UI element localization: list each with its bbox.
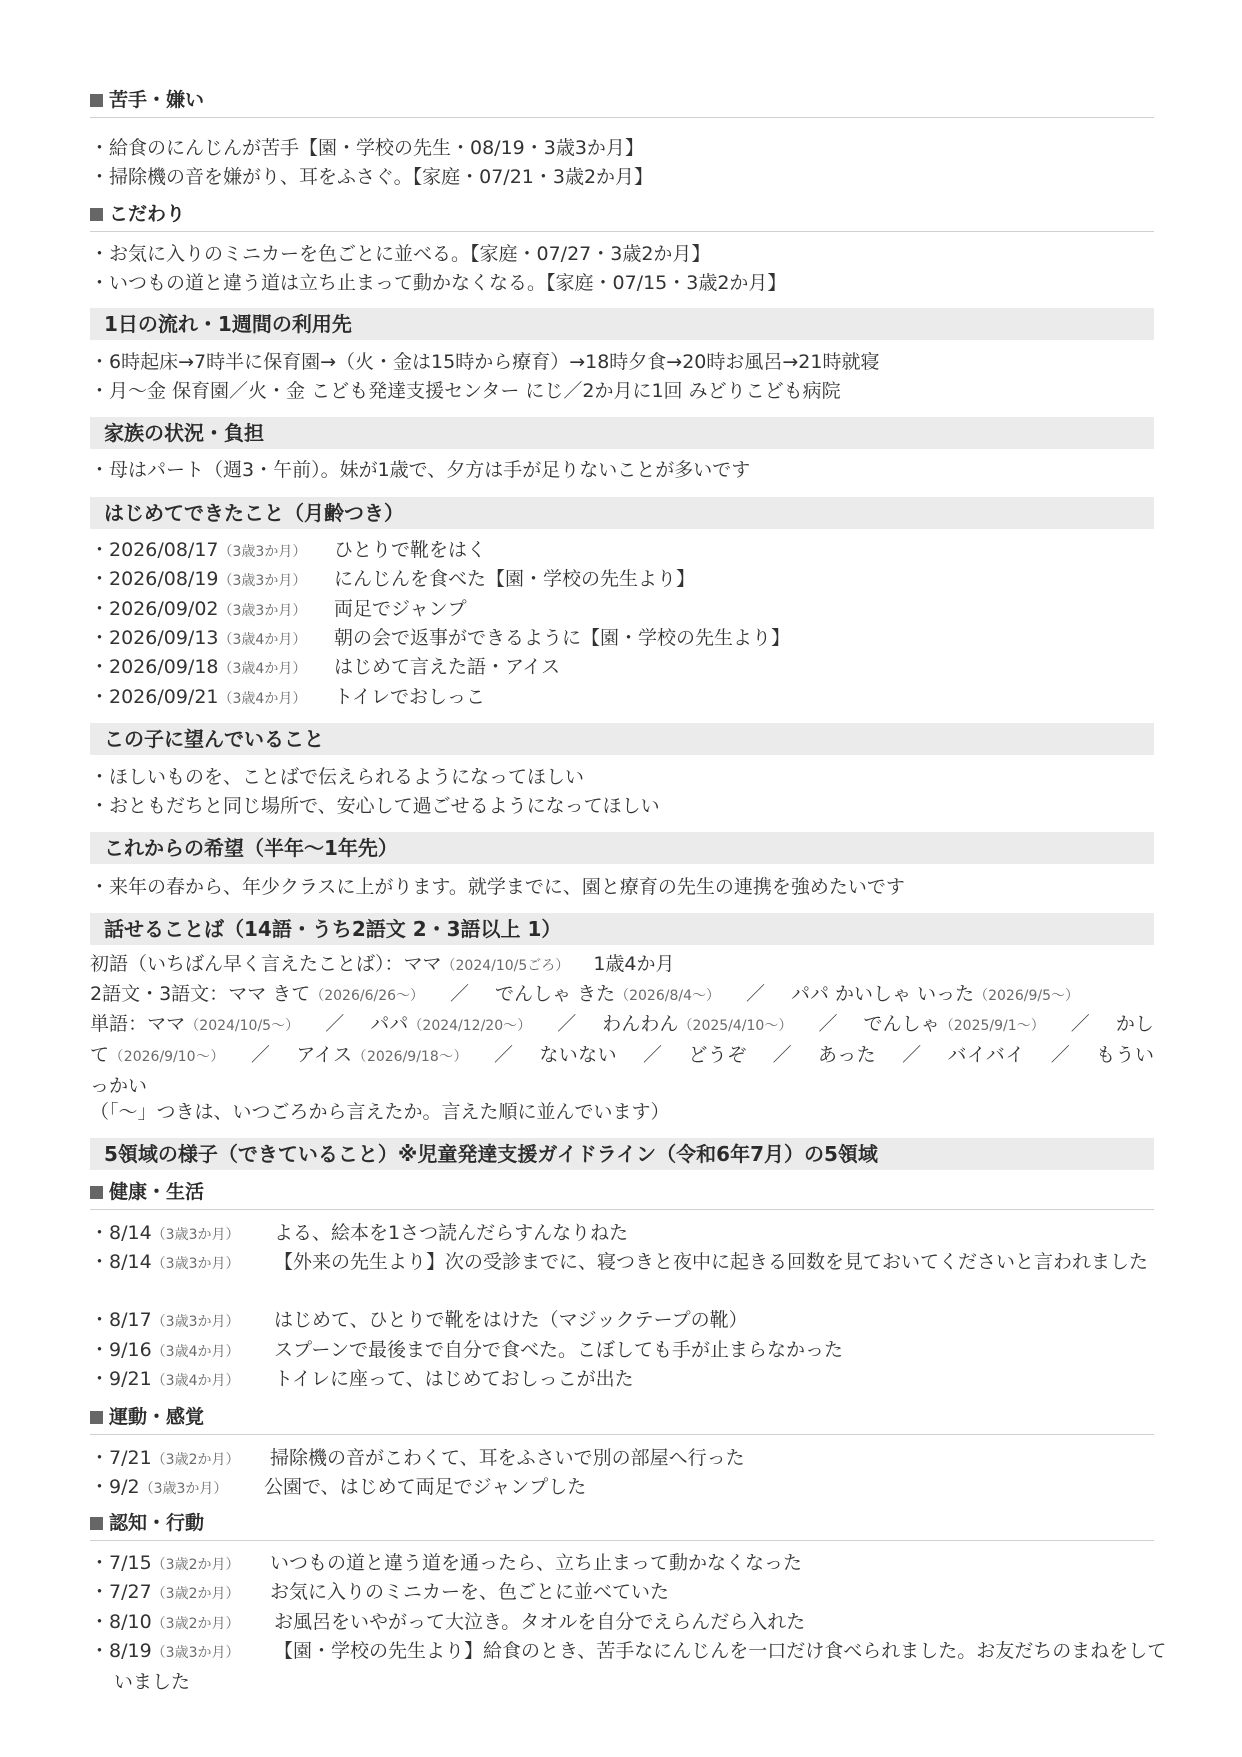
cognition-item: ・8/10（3歳2か月） お風呂をいやがって大泣き。タオルを自分でえらんだら入れた [90, 1611, 806, 1633]
firsts-heading: はじめてできたこと（月齢つき） [90, 497, 1154, 529]
square-bullet-icon [90, 208, 103, 221]
first-item: ・2026/09/18（3歳4か月） はじめて言えた語・アイス [90, 656, 561, 678]
motor-item: ・7/21（3歳2か月） 掃除機の音がこわくて、耳をふさいで別の部屋へ行った [90, 1447, 745, 1469]
single-words: 単語：ママ（2024/10/5〜） ／ パパ（2024/12/20〜） ／ わんわん（2025/4/10〜） ／ でんしゃ（2025/9/1〜） ／ かして（2026/9/10〜） ／ アイス（2026/9/18〜） ／ ないない ／ どうぞ ／ あった ／ バイバイ ／ もういっかい [90, 1013, 1154, 1097]
wish-item: ・おともだちと同じ場所で、安心して過ごせるようになってほしい [90, 795, 660, 817]
daily-flow-item: ・月〜金 保育園／火・金 こども発達支援センター にじ／2か月に1回 みどりこども病院 [90, 380, 841, 402]
health-item: ・8/17（3歳3か月） はじめて、ひとりで靴をはけた（マジックテープの靴） [90, 1309, 748, 1331]
hopes-heading: これからの希望（半年〜1年先） [90, 832, 1154, 864]
preference-item: ・いつもの道と違う道は立ち止まって動かなくなる。【家庭・07/15・3歳2か月】 [90, 272, 787, 294]
preferences-heading: こだわり [90, 203, 1154, 232]
dislike-item: ・掃除機の音を嫌がり、耳をふさぐ。【家庭・07/21・3歳2か月】 [90, 166, 654, 188]
first-item: ・2026/08/19（3歳3か月） にんじんを食べた【園・学校の先生より】 [90, 568, 696, 590]
hope-item: ・来年の春から、年少クラスに上がります。就学までに、園と療育の先生の連携を強めたいです [90, 876, 905, 898]
health-item: ・8/14（3歳3か月） よる、絵本を1さつ読んだらすんなりねた [90, 1222, 629, 1244]
first-word: 初語（いちばん早く言えたことば）：ママ（2024/10/5ごろ） 1歳4か月 [90, 953, 675, 975]
square-bullet-icon [90, 1517, 103, 1530]
wish-item: ・ほしいものを、ことばで伝えられるようになってほしい [90, 766, 585, 788]
family-heading: 家族の状況・負担 [90, 417, 1154, 449]
first-item: ・2026/09/02（3歳3か月） 両足でジャンプ [90, 598, 467, 620]
wishes-heading: この子に望んでいること [90, 723, 1154, 755]
cognition-heading: 認知・行動 [90, 1512, 1154, 1541]
first-item: ・2026/09/13（3歳4か月） 朝の会で返事ができるように【園・学校の先生より】 [90, 627, 791, 649]
preference-item: ・お気に入りのミニカーを色ごとに並べる。【家庭・07/27・3歳2か月】 [90, 243, 711, 265]
motor-item: ・9/2（3歳3か月） 公園で、はじめて両足でジャンプした [90, 1476, 587, 1498]
motor-heading: 運動・感覚 [90, 1406, 1154, 1435]
two-word-sentences: 2語文・3語文：ママ きて（2026/6/26〜） ／ でんしゃ きた（2026/8/4〜） ／ パパ かいしゃ いった（2026/9/5〜） [90, 983, 1079, 1005]
health-item: ・9/21（3歳4か月） トイレに座って、はじめておしっこが出た [90, 1368, 634, 1390]
words-note: （「〜」つきは、いつごろから言えたか。言えた順に並んでいます） [90, 1101, 670, 1123]
dislikes-heading: 苦手・嫌い [90, 89, 1154, 118]
square-bullet-icon [90, 1186, 103, 1199]
daily-flow-item: ・6時起床→7時半に保育園→（火・金は15時から療育）→18時夕食→20時お風呂→21時就寝 [90, 351, 880, 373]
first-item: ・2026/08/17（3歳3か月） ひとりで靴をはく [90, 539, 487, 561]
first-item: ・2026/09/21（3歳4か月） トイレでおしっこ [90, 686, 486, 708]
daily-flow-heading: 1日の流れ・1週間の利用先 [90, 308, 1154, 340]
dislike-item: ・給食のにんじんが苦手【園・学校の先生・08/19・3歳3か月】 [90, 137, 644, 159]
cognition-item: ・7/15（3歳2か月） いつもの道と違う道を通ったら、立ち止まって動かなくなった [90, 1552, 803, 1574]
words-heading: 話せることば（14語・うち2語文 2・3語以上 1） [90, 913, 1154, 945]
health-item: ・8/14（3歳3か月） 【外来の先生より】次の受診までに、寝つきと夜中に起きる回数を見ておいてくださいと言われました [90, 1251, 1149, 1273]
square-bullet-icon [90, 1411, 103, 1424]
family-item: ・母はパート（週3・午前）。妹が1歳で、夕方は手が足りないことが多いです [90, 459, 751, 481]
square-bullet-icon [90, 94, 103, 107]
domains-heading: 5領域の様子（できていること）※児童発達支援ガイドライン（令和6年7月）の5領域 [90, 1138, 1154, 1170]
health-heading: 健康・生活 [90, 1181, 1154, 1210]
cognition-item: ・8/19（3歳3か月） 【園・学校の先生より】給食のとき、苦手なにんじんを一口だけ食べられました。お友だちのまねをしていました [90, 1640, 1167, 1693]
cognition-item: ・7/27（3歳2か月） お気に入りのミニカーを、色ごとに並べていた [90, 1581, 670, 1603]
health-item: ・9/16（3歳4か月） スプーンで最後まで自分で食べた。こぼしても手が止まらなかった [90, 1339, 844, 1361]
